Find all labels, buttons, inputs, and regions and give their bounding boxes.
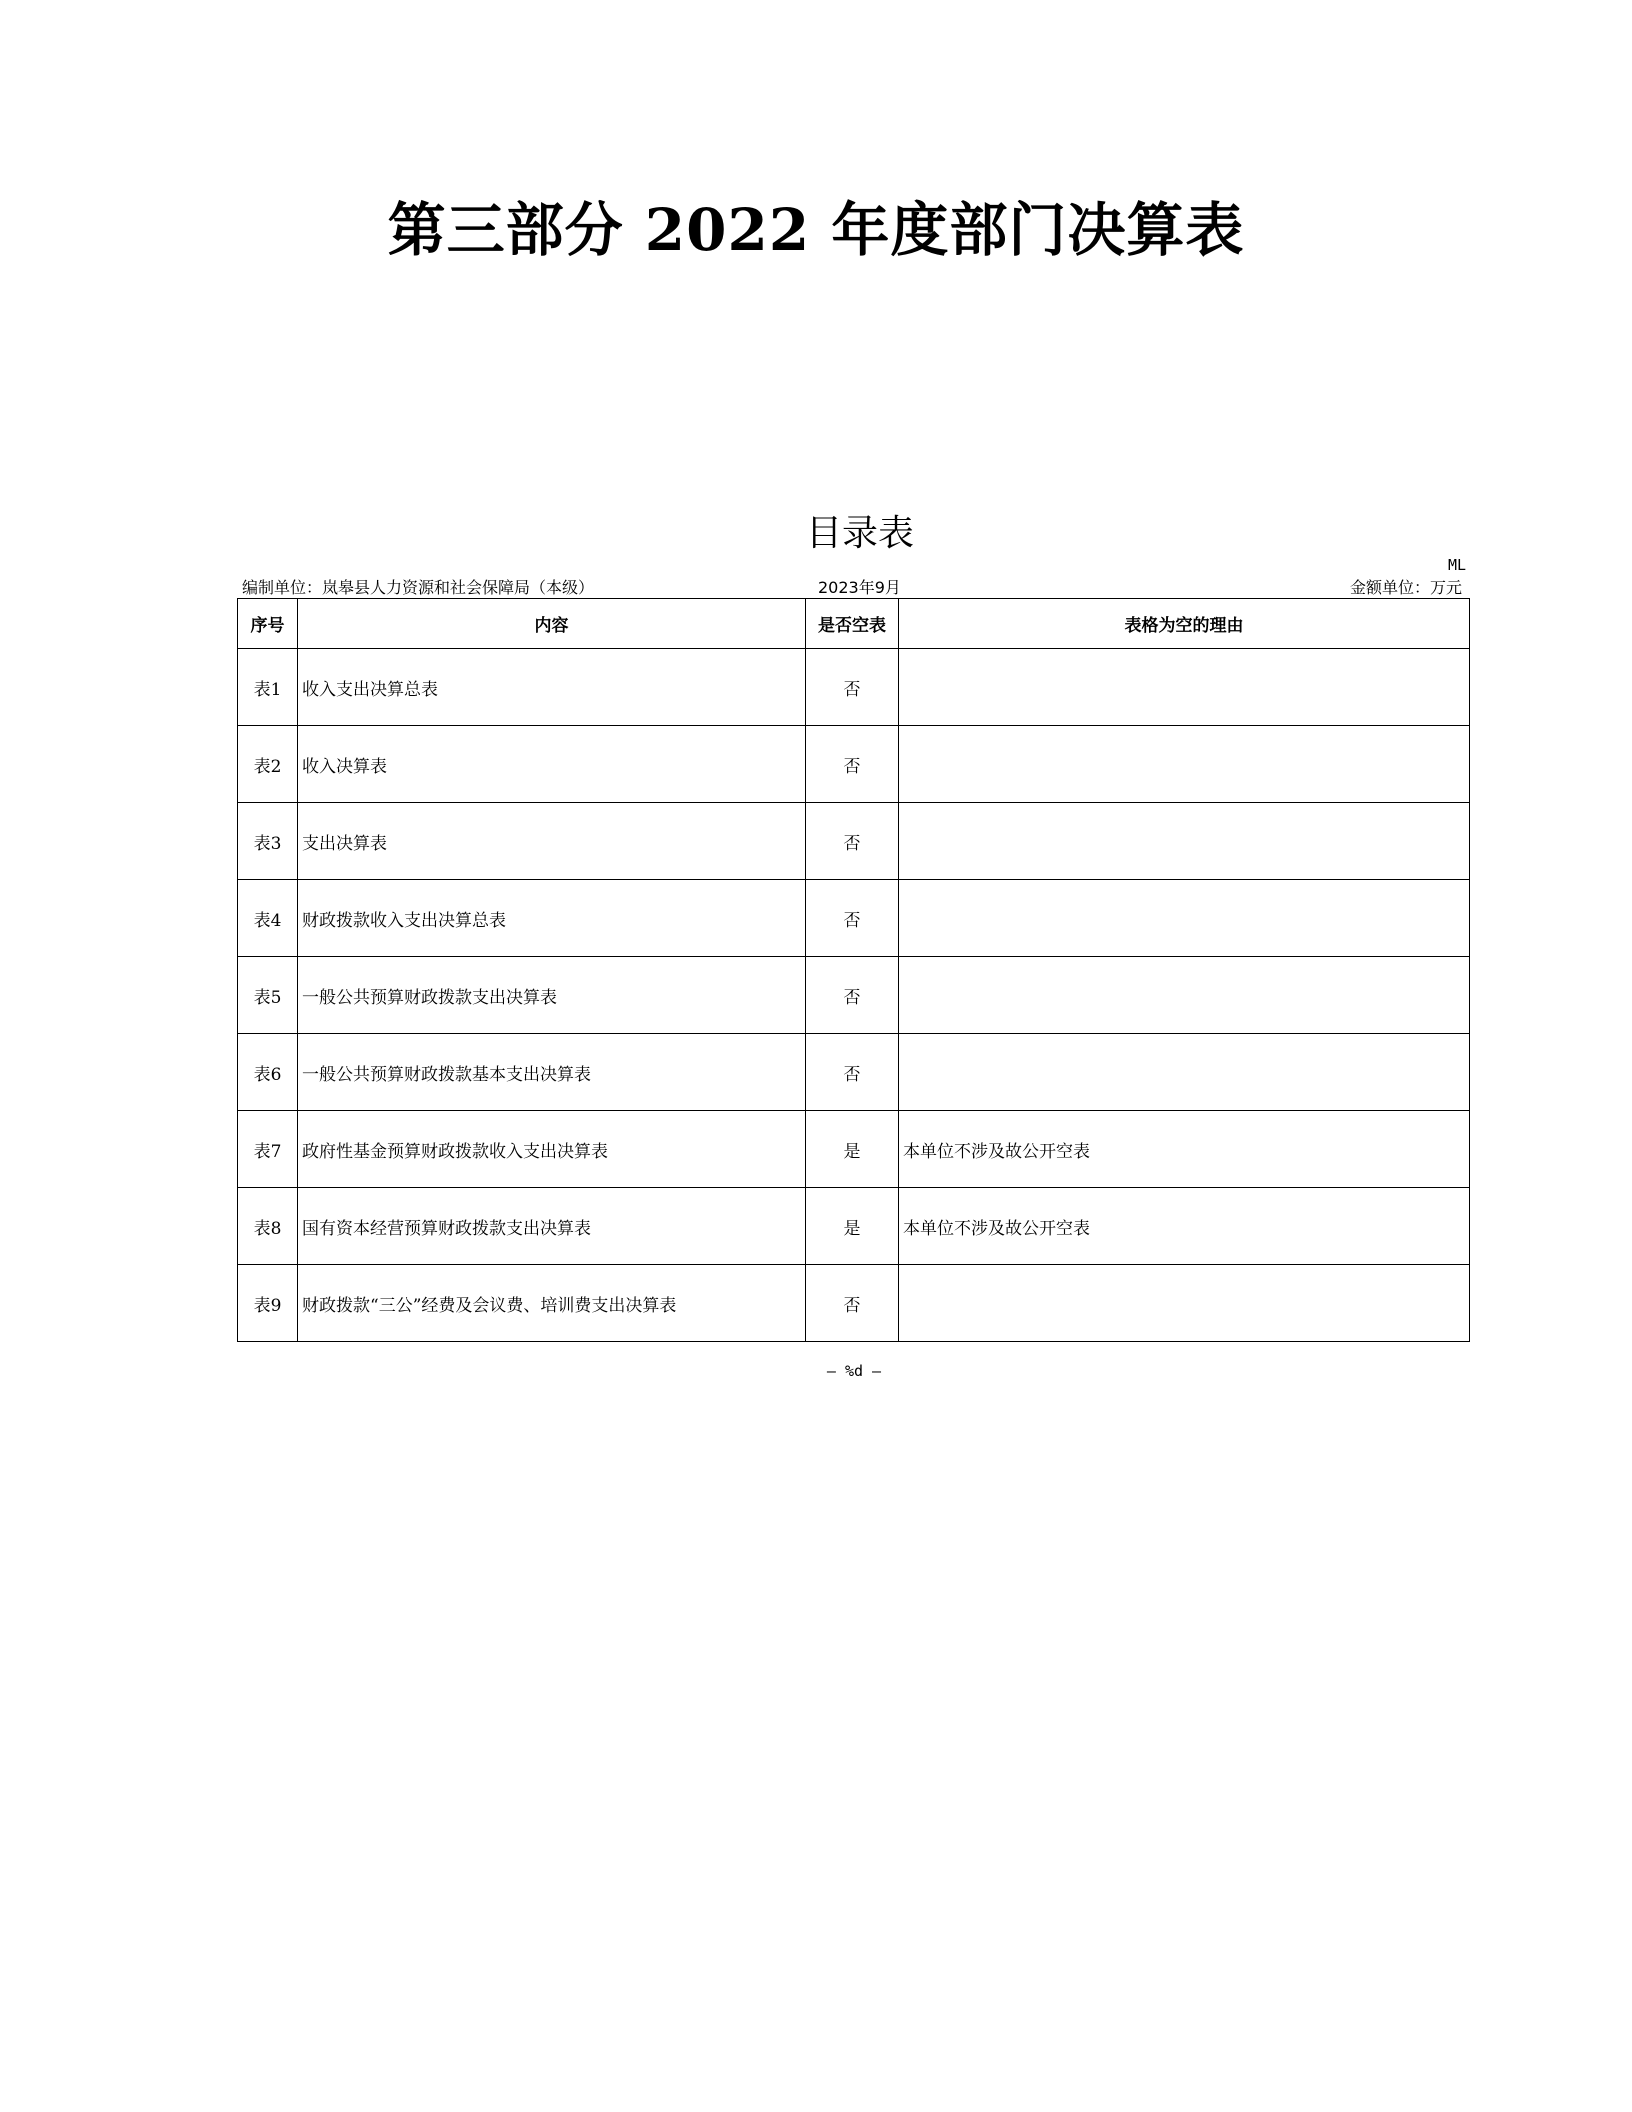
row-serial: 表5 xyxy=(238,957,298,1034)
row-content: 支出决算表 xyxy=(298,803,806,880)
row-is-empty: 否 xyxy=(806,726,899,803)
row-empty-reason xyxy=(899,1265,1470,1342)
row-empty-reason xyxy=(899,957,1470,1034)
row-content: 国有资本经营预算财政拨款支出决算表 xyxy=(298,1188,806,1265)
report-date: 2023年9月 xyxy=(818,578,901,597)
row-empty-reason: 本单位不涉及故公开空表 xyxy=(899,1188,1470,1265)
row-content: 一般公共预算财政拨款支出决算表 xyxy=(298,957,806,1034)
compiling-unit: 编制单位：岚皋县人力资源和社会保障局（本级） xyxy=(242,578,595,597)
row-is-empty: 是 xyxy=(806,1188,899,1265)
row-is-empty: 是 xyxy=(806,1111,899,1188)
table-row xyxy=(238,957,1470,1034)
row-serial: 表8 xyxy=(238,1188,298,1265)
contents-table xyxy=(237,598,1470,1342)
row-serial: 表3 xyxy=(238,803,298,880)
table-row xyxy=(238,1265,1470,1342)
row-serial: 表4 xyxy=(238,880,298,957)
table-title: 目录表 xyxy=(805,513,914,554)
row-is-empty: 否 xyxy=(806,957,899,1034)
table-row xyxy=(238,803,1470,880)
row-serial: 表7 xyxy=(238,1111,298,1188)
row-is-empty: 否 xyxy=(806,1034,899,1111)
header-serial: 序号 xyxy=(238,599,298,649)
row-is-empty: 否 xyxy=(806,803,899,880)
row-content: 收入决算表 xyxy=(298,726,806,803)
currency-unit: 金额单位：万元 xyxy=(1349,578,1462,597)
row-empty-reason xyxy=(899,803,1470,880)
table-row xyxy=(238,1034,1470,1111)
row-content: 一般公共预算财政拨款基本支出决算表 xyxy=(298,1034,806,1111)
row-empty-reason xyxy=(899,726,1470,803)
table-row xyxy=(238,880,1470,957)
page-title: 第三部分 2022 年度部门决算表 xyxy=(387,196,1245,264)
page-number-footer: — %d — xyxy=(826,1362,882,1380)
row-is-empty: 否 xyxy=(806,649,899,726)
header-empty-reason: 表格为空的理由 xyxy=(899,599,1470,649)
table-row xyxy=(238,726,1470,803)
row-serial: 表9 xyxy=(238,1265,298,1342)
row-content: 收入支出决算总表 xyxy=(298,649,806,726)
table-row xyxy=(238,1188,1470,1265)
row-serial: 表2 xyxy=(238,726,298,803)
row-is-empty: 否 xyxy=(806,880,899,957)
row-empty-reason xyxy=(899,649,1470,726)
row-empty-reason xyxy=(899,1034,1470,1111)
row-content: 政府性基金预算财政拨款收入支出决算表 xyxy=(298,1111,806,1188)
row-empty-reason: 本单位不涉及故公开空表 xyxy=(899,1111,1470,1188)
table-header-row xyxy=(238,599,1470,649)
row-serial: 表6 xyxy=(238,1034,298,1111)
row-serial: 表1 xyxy=(238,649,298,726)
header-content: 内容 xyxy=(298,599,806,649)
row-content: 财政拨款“三公”经费及会议费、培训费支出决算表 xyxy=(298,1265,806,1342)
table-row xyxy=(238,1111,1470,1188)
table-row xyxy=(238,649,1470,726)
ml-mark: ML xyxy=(1448,556,1467,574)
row-is-empty: 否 xyxy=(806,1265,899,1342)
header-is-empty: 是否空表 xyxy=(806,599,899,649)
row-empty-reason xyxy=(899,880,1470,957)
row-content: 财政拨款收入支出决算总表 xyxy=(298,880,806,957)
